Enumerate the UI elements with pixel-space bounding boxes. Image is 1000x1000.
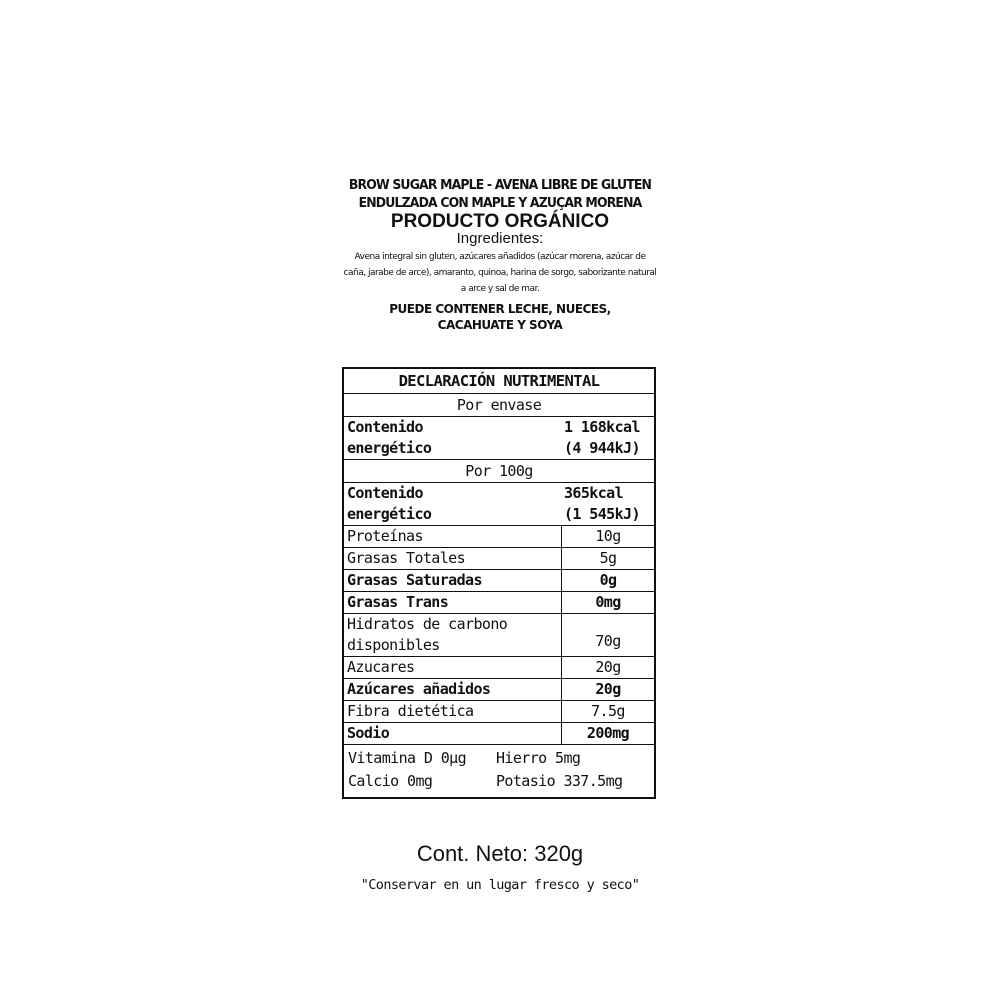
nutrient-row-carbohydrates: [344, 613, 654, 656]
nutrient-name: Hidratos de carbono disponibles: [344, 614, 562, 656]
energy-value: 365kcal (1 545kJ): [564, 484, 640, 523]
per-package-label: Por envase: [456, 396, 542, 414]
nutrient-value: 10g: [595, 527, 621, 545]
nutrient-name: Proteínas: [344, 526, 562, 547]
energy-value: 1 168kcal (4 944kJ): [564, 418, 640, 457]
per-100g-energy-row: [344, 482, 654, 525]
nutrient-value: 0g: [599, 571, 617, 589]
nutrient-name: Grasas Saturadas: [344, 570, 562, 591]
nutrient-name: Azúcares añadidos: [344, 679, 562, 700]
storage-instructions: "Conservar en un lugar fresco y seco": [360, 877, 640, 893]
nutrient-value: 5g: [599, 549, 617, 567]
nutrient-row-sugars: [344, 656, 654, 678]
ingredients-text: Avena integral sin gluten, azúcares añadidos (azúcar morena, azúcar de caña, jarabe de arce), amaranto, quinoa, harina de sorgo, saborizante natural a arce y sal de mar.: [343, 252, 657, 294]
nutrition-table: [342, 367, 656, 799]
nutrient-value: 70g: [595, 632, 621, 650]
iron: Hierro 5mg: [496, 749, 581, 767]
nutrient-row-total-fat: [344, 547, 654, 569]
per-package-energy-row: [344, 416, 654, 459]
nutrient-row-added-sugars: [344, 678, 654, 700]
nutrient-row-trans-fat: [344, 591, 654, 613]
nutrient-name: Azucares: [344, 657, 562, 678]
per-100g-label: Por 100g: [465, 462, 533, 480]
nutrient-value: 7.5g: [591, 702, 625, 720]
nutrient-row-sodium: [344, 722, 654, 744]
organic-heading: PRODUCTO ORGÁNICO: [390, 211, 610, 232]
vitamins-minerals-grid: [344, 745, 626, 797]
net-content: Cont. Neto: 320g: [416, 841, 584, 866]
nutrient-row-fiber: [344, 700, 654, 722]
energy-name: Contenido energético: [347, 418, 432, 457]
potassium: Potasio 337.5mg: [496, 772, 623, 790]
allergen-warning-line2: CACAHUATE Y SOYA: [437, 318, 563, 332]
nutrition-heading: DECLARACIÓN NUTRIMENTAL: [398, 372, 600, 390]
nutrient-name: Sodio: [344, 723, 562, 744]
nutrient-value: 20g: [595, 658, 621, 676]
product-title-line1: BROW SUGAR MAPLE - AVENA LIBRE DE GLUTEN: [348, 177, 652, 193]
energy-name: Contenido energético: [347, 484, 432, 523]
vitamins-minerals-row: [344, 744, 654, 797]
allergen-warning-line1: PUEDE CONTENER LECHE, NUECES,: [389, 302, 611, 316]
product-title-line2: ENDULZADA CON MAPLE Y AZUÇAR MORENA: [358, 195, 642, 211]
nutrient-name: Grasas Totales: [344, 548, 562, 569]
vitamin-d: Vitamina D 0μg: [348, 749, 467, 767]
nutrient-row-saturated-fat: [344, 569, 654, 591]
nutrient-value: 0mg: [595, 593, 621, 611]
calcium: Calcio 0mg: [348, 772, 433, 790]
ingredients-heading: Ingredientes:: [456, 230, 544, 247]
product-label: [335, 176, 665, 334]
nutrient-value: 200mg: [586, 724, 630, 742]
nutrient-value: 20g: [595, 680, 621, 698]
nutrient-name: Grasas Trans: [344, 592, 562, 613]
nutrient-row-proteins: [344, 525, 654, 547]
nutrient-name: Fibra dietética: [344, 701, 562, 722]
